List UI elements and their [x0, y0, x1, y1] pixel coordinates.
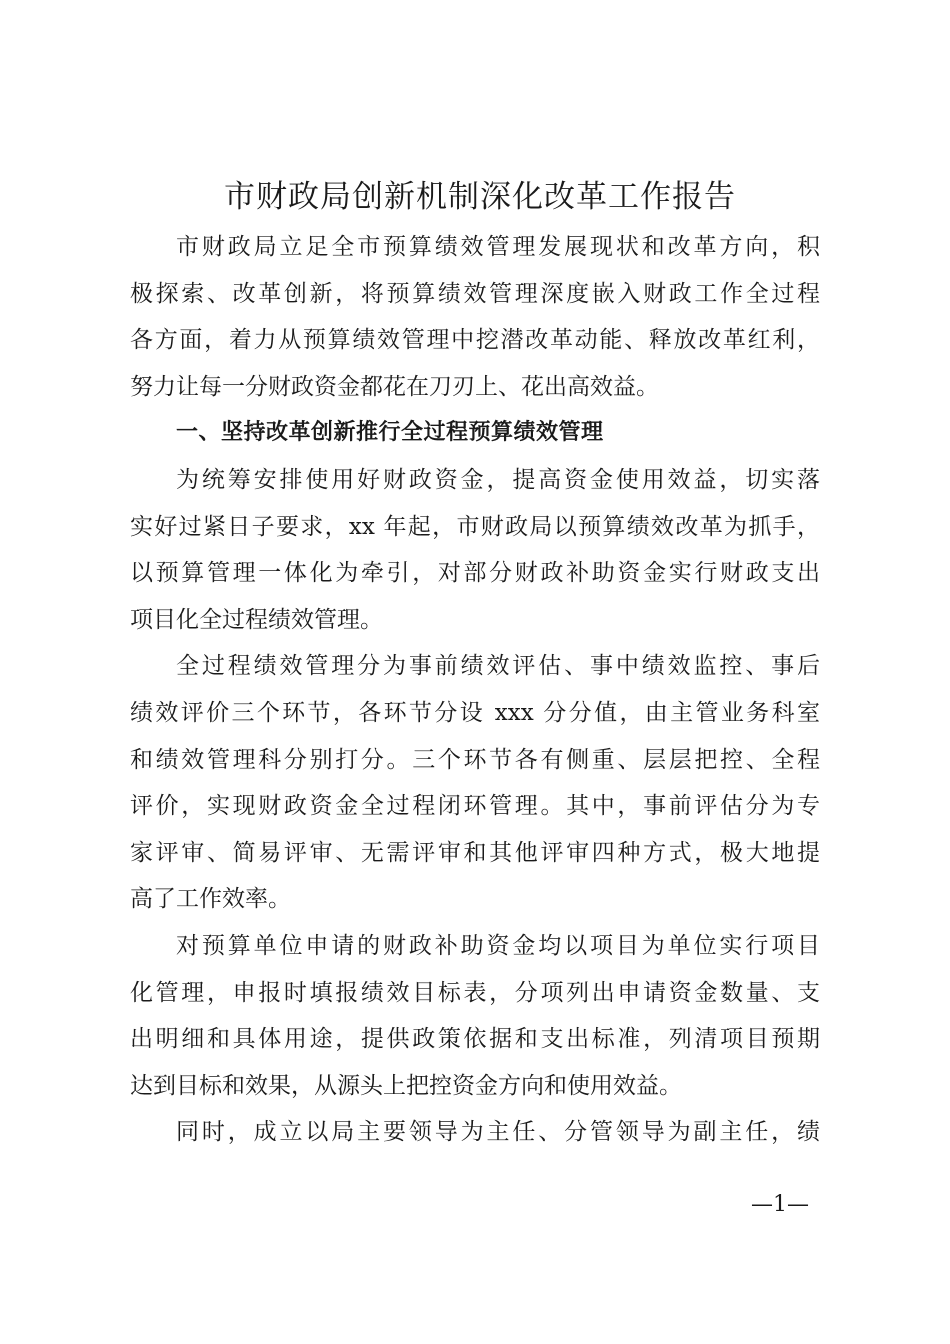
text-line: 出明细和具体用途，提供政策依据和支出标准，列清项目预期	[130, 1026, 820, 1053]
section-heading: 一、坚持改革创新推行全过程预算绩效管理	[176, 420, 604, 446]
text-line: 以预算管理一体化为牵引，对部分财政补助资金实行财政支出	[130, 560, 820, 587]
document-title: 市财政局创新机制深化改革工作报告	[224, 179, 736, 215]
text-line: 为统筹安排使用好财政资金，提高资金使用效益，切实落	[176, 466, 820, 493]
paragraph	[130, 1109, 820, 1156]
text-line: 全过程绩效管理分为事前绩效评估、事中绩效监控、事后	[176, 653, 820, 680]
text-line: 对预算单位申请的财政补助资金均以项目为单位实行项目	[176, 932, 820, 959]
page-number: —1—	[751, 1192, 809, 1217]
text-line: 各方面，着力从预算绩效管理中挖潜改革动能、释放改革红利，	[130, 327, 820, 354]
text-line: 评价，实现财政资金全过程闭环管理。其中，事前评估分为专	[130, 793, 820, 820]
text-line: 极探索、改革创新，将预算绩效管理深度嵌入财政工作全过程	[130, 280, 820, 307]
text-line: 同时，成立以局主要领导为主任、分管领导为副主任，绩	[176, 1119, 820, 1146]
text-line: 化管理，申报时填报绩效目标表，分项列出申请资金数量、支	[130, 979, 820, 1006]
text-line: 达到目标和效果，从源头上把控资金方向和使用效益。	[130, 1072, 682, 1099]
text-line: 实好过紧日子要求，xx 年起，市财政局以预算绩效改革为抓手，	[130, 513, 820, 540]
text-line: 家评审、简易评审、无需评审和其他评审四种方式，极大地提	[130, 839, 820, 866]
document-body	[130, 224, 820, 1156]
text-line: 高了工作效率。	[130, 886, 291, 913]
text-line: 和绩效管理科分别打分。三个环节各有侧重、层层把控、全程	[130, 746, 820, 773]
paragraph	[130, 923, 820, 1109]
text-line: 项目化全过程绩效管理。	[130, 606, 383, 633]
paragraph-intro	[130, 224, 820, 410]
paragraph	[130, 457, 820, 643]
text-line: 市财政局立足全市预算绩效管理发展现状和改革方向，积	[176, 234, 820, 260]
text-line: 努力让每一分财政资金都花在刀刃上、花出高效益。	[130, 373, 659, 400]
text-line: 绩效评价三个环节，各环节分设 xxx 分分值，由主管业务科室	[130, 699, 820, 726]
paragraph	[130, 643, 820, 923]
